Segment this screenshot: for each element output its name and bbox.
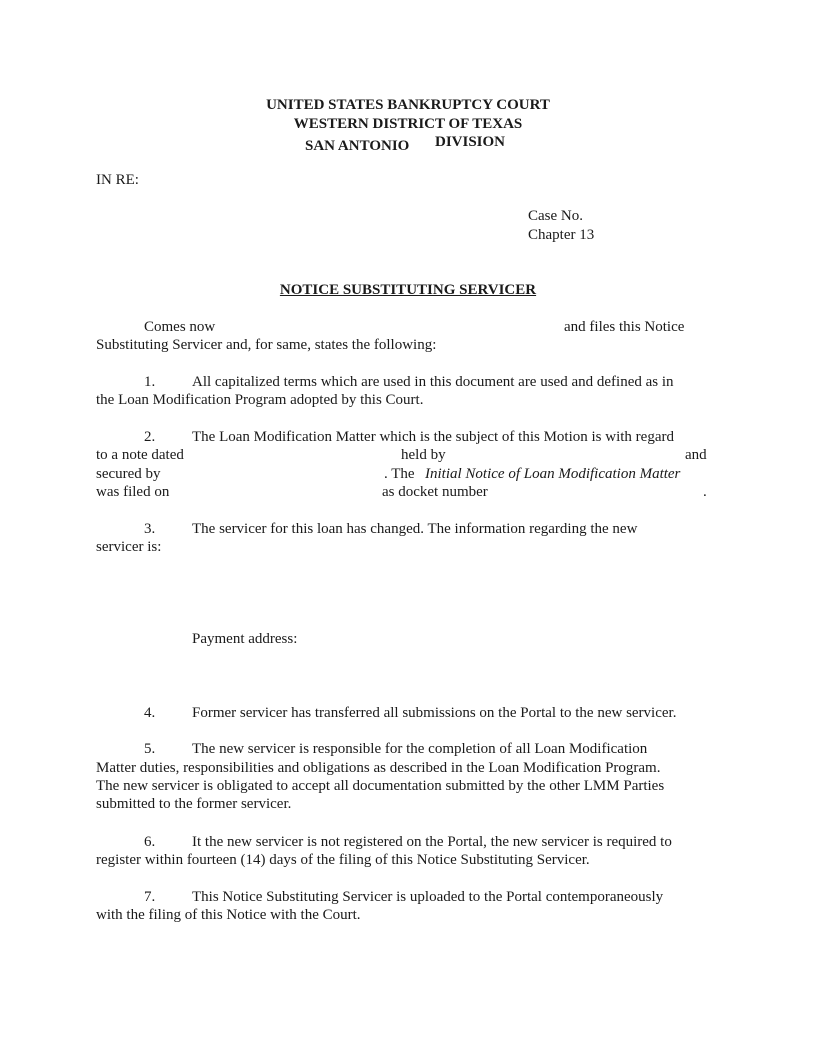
filed-on-label: was filed on (96, 484, 170, 500)
intro-files-this: and files this Notice (564, 319, 685, 335)
division-city: SAN ANTONIO (305, 138, 410, 154)
paragraph-4-number: 4. (144, 705, 156, 721)
paragraph-7-line-1: This Notice Substituting Servicer is uploaded to the Portal contemporaneously (192, 889, 664, 905)
and-label: and (685, 447, 707, 463)
docket-period: . (703, 484, 707, 500)
payment-address-label: Payment address: (192, 631, 298, 647)
in-re-label: IN RE: (96, 172, 139, 188)
paragraph-6-line-2: register within fourteen (14) days of the filing of this Notice Substituting Servicer. (96, 852, 590, 868)
paragraph-5-number: 5. (144, 741, 156, 757)
paragraph-5-line-2: Matter duties, responsibilities and obligations as described in the Loan Modification Program. (96, 760, 661, 776)
paragraph-6-line-1: It the new servicer is not registered on the Portal, the new servicer is required to (192, 834, 672, 850)
paragraph-3-number: 3. (144, 521, 156, 537)
paragraph-1-line-1: All capitalized terms which are used in this document are used and defined as in (192, 374, 674, 390)
intro-comes-now: Comes now (144, 319, 216, 335)
secured-by-label: secured by (96, 466, 161, 482)
paragraph-7-line-2: with the filing of this Notice with the Court. (96, 907, 361, 923)
paragraph-3-line-1: The servicer for this loan has changed. The information regarding the new (192, 521, 638, 537)
case-number-label: Case No. (528, 208, 583, 224)
paragraph-1-line-2: the Loan Modification Program adopted by this Court. (96, 392, 424, 408)
note-dated-label: to a note dated (96, 447, 184, 463)
paragraph-7-number: 7. (144, 889, 156, 905)
court-name: UNITED STATES BANKRUPTCY COURT (266, 97, 550, 113)
paragraph-5-line-4: submitted to the former servicer. (96, 796, 292, 812)
chapter-label: Chapter 13 (528, 227, 595, 243)
intro-line-2: Substituting Servicer and, for same, states the following: (96, 337, 437, 353)
docket-number-label: as docket number (382, 484, 488, 500)
paragraph-5-line-3: The new servicer is obligated to accept all documentation submitted by the other LMM Parties (96, 778, 665, 794)
paragraph-5-line-1: The new servicer is responsible for the completion of all Loan Modification (192, 741, 648, 757)
paragraph-3-line-2: servicer is: (96, 539, 162, 555)
held-by-label: held by (401, 447, 446, 463)
page-title: NOTICE SUBSTITUTING SERVICER (279, 282, 537, 298)
paragraph-2-line-1: The Loan Modification Matter which is the subject of this Motion is with regard (192, 429, 674, 445)
paragraph-6-number: 6. (144, 834, 156, 850)
paragraph-2-number: 2. (144, 429, 156, 445)
division-label: DIVISION (435, 134, 506, 150)
district-name: WESTERN DISTRICT OF TEXAS (293, 116, 523, 132)
paragraph-4-line-1: Former servicer has transferred all submissions on the Portal to the new servicer. (192, 705, 677, 721)
initial-notice-title: Initial Notice of Loan Modification Matter (425, 466, 681, 482)
paragraph-1-number: 1. (144, 374, 156, 390)
the-prefix: . The (384, 466, 415, 482)
